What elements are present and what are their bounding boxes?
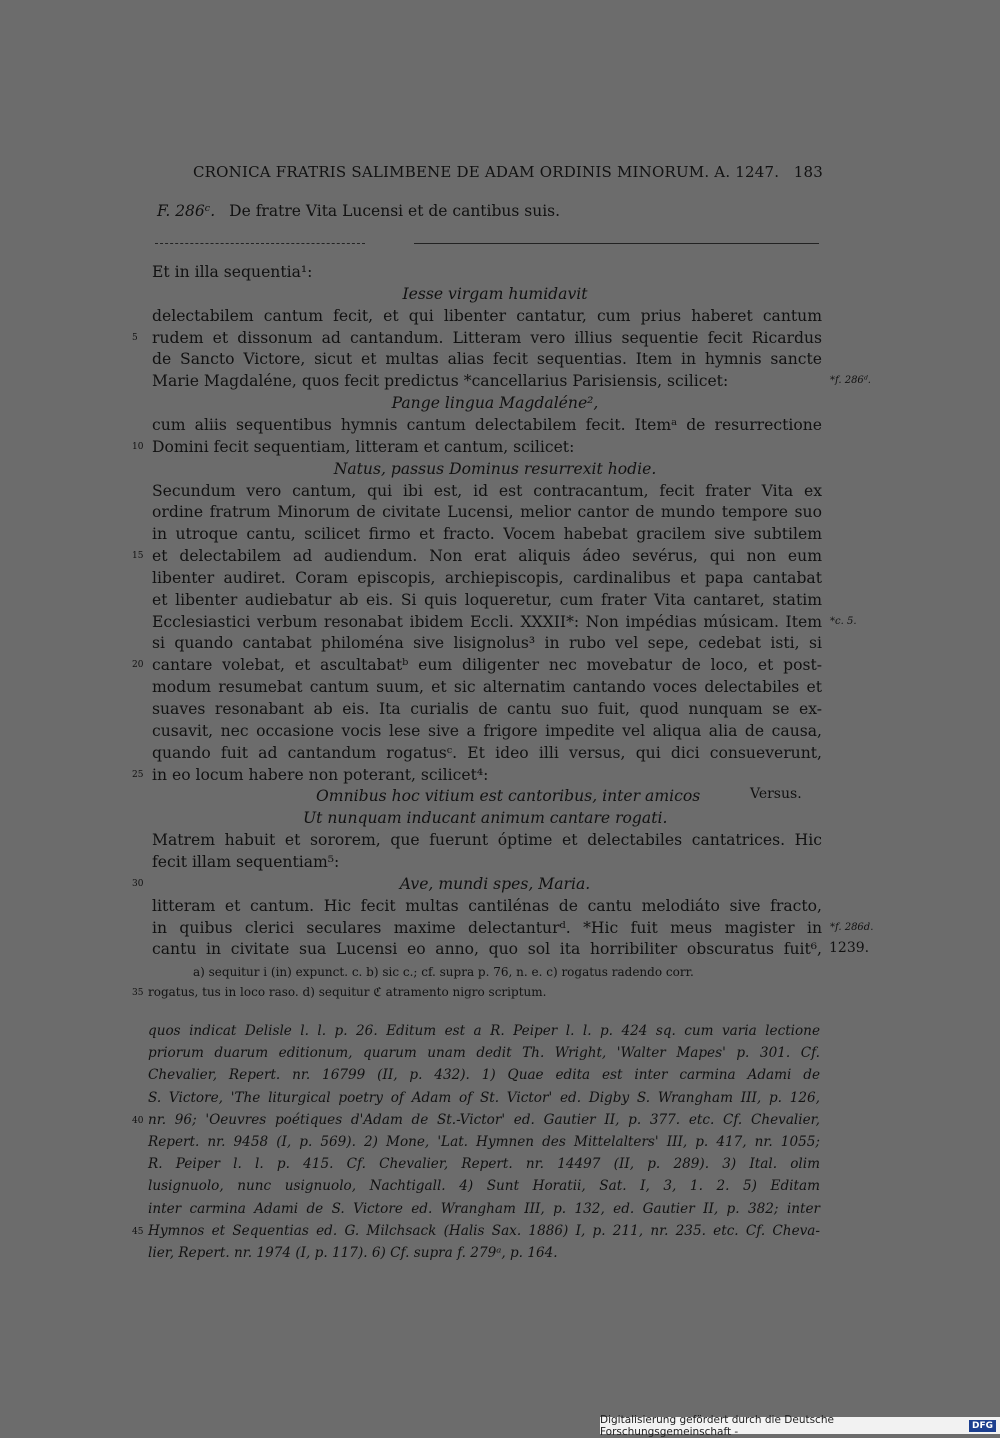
- footnote-line: priorum duarum editionum, quarum unam dedit Th. Wright, 'Walter Mapes' p. 301. Cf.: [148, 1045, 820, 1062]
- text-line: modum resumebat cantum suum, et sic alternatim cantando voces delectabiles et: [152, 678, 822, 697]
- section-heading: [157, 202, 560, 220]
- footnote-line: lier, Repert. nr. 1974 (I, p. 117). 6) Cf. supra f. 279ᵃ, p. 164.: [148, 1245, 558, 1261]
- text-line: cum aliis sequentibus hymnis cantum delectabilem fecit. Itemᵃ de resurrectione: [152, 415, 822, 434]
- text-line: Natus, passus Dominus resurrexit hodie.: [333, 459, 657, 478]
- text-line: Omnibus hoc vitium est cantoribus, inter amicos: [316, 787, 701, 806]
- margin-folio-note: *c. 5.: [830, 615, 857, 627]
- margin-folio-note: *f. 286ᵈ.: [830, 375, 871, 387]
- running-title: CRONICA FRATRIS SALIMBENE DE ADAM ORDINIS MINORUM. A. 1247.: [193, 163, 780, 181]
- digitization-footer: [600, 1413, 1000, 1438]
- line-number: 20: [132, 660, 144, 671]
- footnote-line: Chevalier, Repert. nr. 16799 (II, p. 432). 1) Quae edita est inter carmina Adami de: [148, 1067, 820, 1084]
- footnote-line: Hymnos et Sequentias ed. G. Milchsack (Halis Sax. 1886) I, p. 211, nr. 235. etc. Cf. Cheva-: [148, 1222, 820, 1239]
- footnote-line: lusignuolo, nunc usignuolo, Nachtigall. 4) Sunt Horatii, Sat. I, 3, 1. 2. 5) Editam: [148, 1178, 820, 1195]
- text-line: Ut nunquam inducant animum cantare rogati.: [303, 809, 668, 828]
- margin-folio-note: *f. 286d.: [830, 921, 874, 933]
- footnote-line: Repert. nr. 9458 (I, p. 569). 2) Mone, 'Lat. Hymnen des Mittelalters' III, p. 417, nr. 1055;: [148, 1134, 820, 1150]
- footnote-line: inter carmina Adami de S. Victore ed. Wrangham III, p. 132, ed. Gautier II, p. 382; inter: [148, 1200, 820, 1217]
- footnote-line: quos indicat Delisle l. l. p. 26. Editum est a R. Peiper l. l. p. 424 sq. cum varia lectione: [148, 1023, 820, 1039]
- text-line: de Sancto Victore, sicut et multas alias fecit sequentias. Item in hymnis sancte: [152, 350, 822, 369]
- text-line: Pange lingua Magdaléne²,: [391, 394, 599, 413]
- folio-reference: F. 286ᶜ.: [157, 202, 216, 220]
- text-line: Domini fecit sequentiam, litteram et cantum, scilicet:: [152, 437, 575, 456]
- text-line: Iesse virgam humidavit: [402, 284, 588, 303]
- apparatus-line: a) sequitur i (in) expunct. c. b) sic c.; cf. supra p. 76, n. e. c) rogatus radendo corr.: [193, 965, 694, 979]
- verse-label: Versus.: [750, 786, 802, 803]
- line-number: 35: [132, 988, 144, 998]
- line-number: 45: [132, 1226, 144, 1237]
- footer-text: Digitalisierung gefördert durch die Deutsche Forschungsgemeinschaft -: [600, 1413, 834, 1438]
- section-title: De fratre Vita Lucensi et de cantibus suis.: [229, 202, 561, 220]
- footnote-line: S. Victore, 'The liturgical poetry of Adam of St. Victor' ed. Digby S. Wrangham III, p. 126,: [148, 1089, 820, 1106]
- margin-year: 1239.: [829, 940, 870, 957]
- text-line: et delectabilem ad audiendum. Non erat aliquis ádeo sevérus, qui non eum: [152, 547, 822, 566]
- footnote-line: nr. 96; 'Oeuvres poétiques d'Adam de St.-Victor' ed. Gautier II, p. 377. etc. Cf. Chevalier,: [148, 1111, 820, 1128]
- text-line: quando fuit ad cantandum rogatusᶜ. Et ideo illi versus, qui dici consueverunt,: [152, 743, 822, 762]
- line-number: 15: [132, 551, 144, 562]
- footnote-line: R. Peiper l. l. p. 415. Cf. Chevalier, Repert. nr. 14497 (II, p. 289). 3) Ital. olim: [148, 1156, 820, 1173]
- text-line: Et in illa sequentia¹:: [152, 263, 313, 281]
- line-number: 25: [132, 769, 144, 780]
- line-number: 5: [132, 332, 138, 343]
- heading-rule-right: [414, 243, 819, 244]
- text-line: Ave, mundi spes, Maria.: [399, 874, 591, 893]
- text-line: fecit illam sequentiam⁵:: [152, 852, 340, 871]
- text-line: et libenter audiebatur ab eis. Si quis loqueretur, cum frater Vita cantaret, statim: [152, 590, 822, 609]
- text-line: Matrem habuit et sororem, que fuerunt óptime et delectabiles cantatrices. Hic: [152, 831, 822, 850]
- text-line: in eo locum habere non poterant, scilicet⁴:: [152, 765, 489, 784]
- text-line: delectabilem cantum fecit, et qui libenter cantatur, cum prius haberet cantum: [152, 306, 822, 325]
- text-line: in quibus clerici seculares maxime delectanturᵈ. *Hic fuit meus magister in: [152, 918, 822, 937]
- text-line: in utroque cantu, scilicet firmo et fracto. Vocem habebat gracilem sive subtilem: [152, 525, 822, 544]
- text-line: Ecclesiastici verbum resonabat ibidem Eccli. XXXII*: Non impédias músicam. Item: [152, 612, 822, 631]
- text-line: suaves resonabant ab eis. Ita curialis de cantu suo fuit, quod nunquam se ex-: [152, 700, 822, 718]
- text-line: libenter audiret. Coram episcopis, archiepiscopis, cardinalibus et papa cantabat: [152, 568, 822, 587]
- text-line: cantare volebat, et ascultabatᵇ eum diligenter nec movebatur de loco, et post-: [152, 656, 822, 675]
- page-number: 183: [793, 163, 823, 181]
- line-number: 10: [132, 441, 144, 452]
- text-line: cantu in civitate sua Lucensi eo anno, quo sol ita horribiliter obscuratus fuit⁶,: [152, 940, 822, 959]
- dfg-logo: DFG: [969, 1420, 996, 1432]
- text-line: litteram et cantum. Hic fecit multas cantilénas de cantu melodiáto sive fracto,: [152, 896, 822, 915]
- line-number: 30: [132, 878, 144, 889]
- text-line: Secundum vero cantum, qui ibi est, id est contracantum, fecit frater Vita ex: [152, 481, 822, 500]
- text-line: cusavit, nec occasione vocis lese sive a frigore impedite vel aliqua alia de causa,: [152, 721, 822, 740]
- text-line: Marie Magdaléne, quos fecit predictus *cancellarius Parisiensis, scilicet:: [152, 372, 729, 391]
- text-line: rudem et dissonum ad cantandum. Litteram vero illius sequentie fecit Ricardus: [152, 328, 822, 347]
- text-line: ordine fratrum Minorum de civitate Lucensi, melior cantor de mundo tempore suo: [152, 503, 822, 522]
- heading-rule-left: [155, 243, 365, 244]
- text-line: si quando cantabat philoména sive lisignolus³ in rubo vel sepe, cedebat isti, si: [152, 634, 822, 653]
- line-number: 40: [132, 1115, 144, 1126]
- running-head: [193, 163, 823, 185]
- apparatus-line: rogatus, tus in loco raso. d) sequitur ℭ atramento nigro scriptum.: [148, 985, 547, 999]
